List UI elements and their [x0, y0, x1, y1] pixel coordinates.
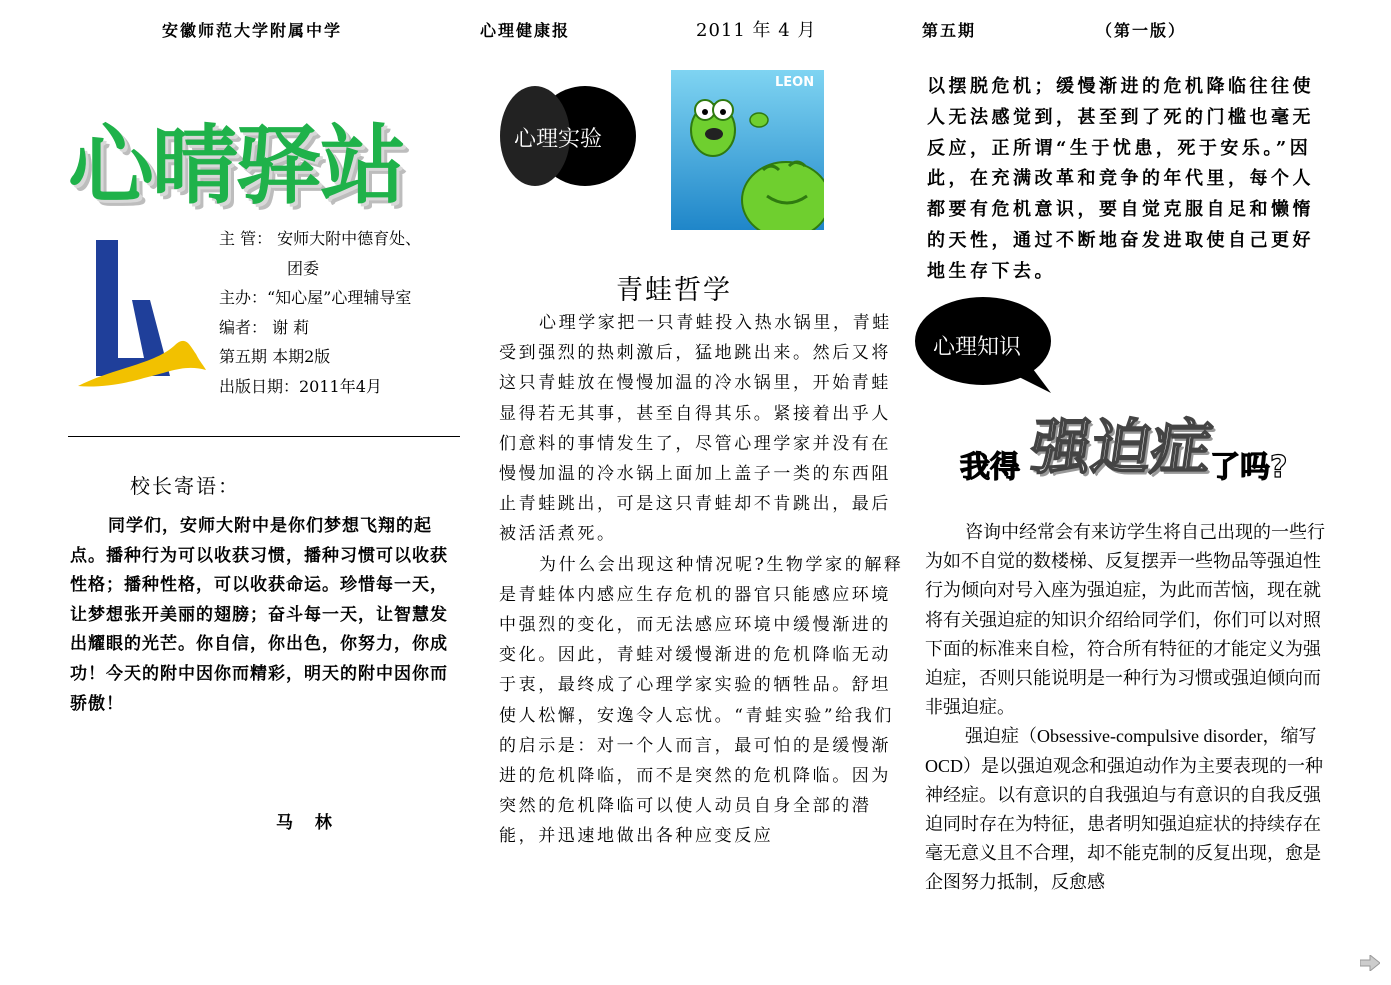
divider — [68, 436, 460, 437]
masthead-info — [219, 224, 459, 401]
principal-body: 同学们，安师大附中是你们梦想飞翔的起点。播种行为可以收获习惯，播种习惯可以收获性格；播种性格，可以收获命运。珍惜每一天，让梦想张开美丽的翅膀；奋斗每一天，让智慧发出耀眼的光芒。你自信，你出色，你努力，你成功！今天的附中因你而精彩，明天的附中因你而骄傲！ — [70, 516, 448, 714]
header-school: 安徽师范大学附属中学 — [162, 21, 343, 40]
frog-image-brand: LEON — [775, 75, 815, 90]
school-logo — [74, 238, 206, 388]
experiment-bubble-label: 心理实验 — [514, 127, 603, 152]
experiment-para2: 为什么会出现这种情况呢?生物学家的解释是青蛙体内感应生存危机的器官只能感应环境中强烈的变化，而无法感应环境中缓慢渐进的变化。因此，青蛙对缓慢渐进的危机降临无动于衷，最终成了心理学家实验的牺牲品。舒坦使人松懈，安逸令人忘忧。“青蛙实验”给我们的启示是：对一个人而言，最可怕的是缓慢渐进的危机降临，而不是突然的危机降临。因为突然的危机降临可以使人动员自身全部的潜能，并迅速地做出各种应变反应 — [499, 554, 904, 847]
masthead-title: 心晴驿站 — [68, 116, 404, 216]
knowledge-para2: 强迫症（Obsessive-compulsive disorder，缩写OCD）是以强迫观念和强迫动作为主要表现的一种神经症。以有意识的自我强迫与有意识的自我反强迫同时存在为特征，患者明知强迫症状的持续存在毫无意义且不合理，却不能克制的反复出现，愈是企图努力抵制，反愈感 — [925, 726, 1324, 893]
ocd-headline-c: 了吗? — [1210, 450, 1288, 485]
experiment-continued: 以摆脱危机；缓慢渐进的危机降临往往使人无法感觉到，甚至到了死的门槛也毫无反应，正所谓“生于忧患，死于安乐。”因此，在充满改革和竞争的年代里，每个人都要有危机意识，要自觉克服自足和懒惰的天性，通过不断地奋发进取使自己更好地生存下去。 — [927, 76, 1314, 282]
experiment-bubble — [500, 86, 636, 186]
info-supervisor: 主 管： 安师大附中德育处、 — [219, 229, 422, 248]
header-issue: 第五期 — [922, 21, 977, 40]
info-publish-date: 出版日期：2011年4月 — [219, 376, 382, 396]
header-date: 2011 年 4 月 — [696, 20, 817, 41]
info-supervisor-2: 团委 — [287, 258, 320, 278]
experiment-article — [499, 308, 904, 852]
next-page-icon[interactable] — [1360, 955, 1380, 971]
knowledge-article — [925, 518, 1325, 898]
principal-title: 校长寄语： — [130, 474, 240, 498]
frog-image — [671, 70, 824, 230]
info-issue: 第五期 本期2版 — [219, 347, 331, 366]
info-editor: 编者： 谢 莉 — [219, 317, 310, 337]
knowledge-bubble-label: 心理知识 — [933, 335, 1022, 360]
ocd-headline-b: 强迫症 — [1026, 413, 1217, 483]
header-paper: 心理健康报 — [480, 21, 571, 40]
experiment-title: 青蛙哲学 — [616, 275, 732, 306]
knowledge-para1: 咨询中经常会有来访学生将自己出现的一些行为如不自觉的数楼梯、反复摆弄一些物品等强迫性行为倾向对号入座为强迫症，为此而苦恼，现在就将有关强迫症的知识介绍给同学们，你们可以对照下面的标准来自检，符合所有特征的才能定义为强迫症，否则只能说明是一种行为习惯或强迫倾向而非强迫症。 — [925, 522, 1325, 718]
experiment-para1: 心理学家把一只青蛙投入热水锅里，青蛙受到强烈的热刺激后，猛地跳出来。然后又将这只青蛙放在慢慢加温的冷水锅里，开始青蛙显得若无其事，甚至自得其乐。紧接着出乎人们意料的事情发生了，尽管心理学家并没有在慢慢加温的冷水锅上面加上盖子一类的东西阻止青蛙跳出，可是这只青蛙却不肯跳出，最后被活活煮死。 — [499, 313, 892, 545]
principal-signature: 马 林 — [276, 813, 340, 833]
header-edition: （第一版） — [1096, 21, 1187, 40]
frog-small — [750, 113, 768, 127]
ocd-headline — [960, 398, 1320, 498]
logo-blue-shape — [96, 240, 170, 376]
info-organizer: 主办：“知心屋”心理辅导室 — [219, 288, 412, 307]
ocd-headline-a: 我得 — [960, 450, 1020, 485]
